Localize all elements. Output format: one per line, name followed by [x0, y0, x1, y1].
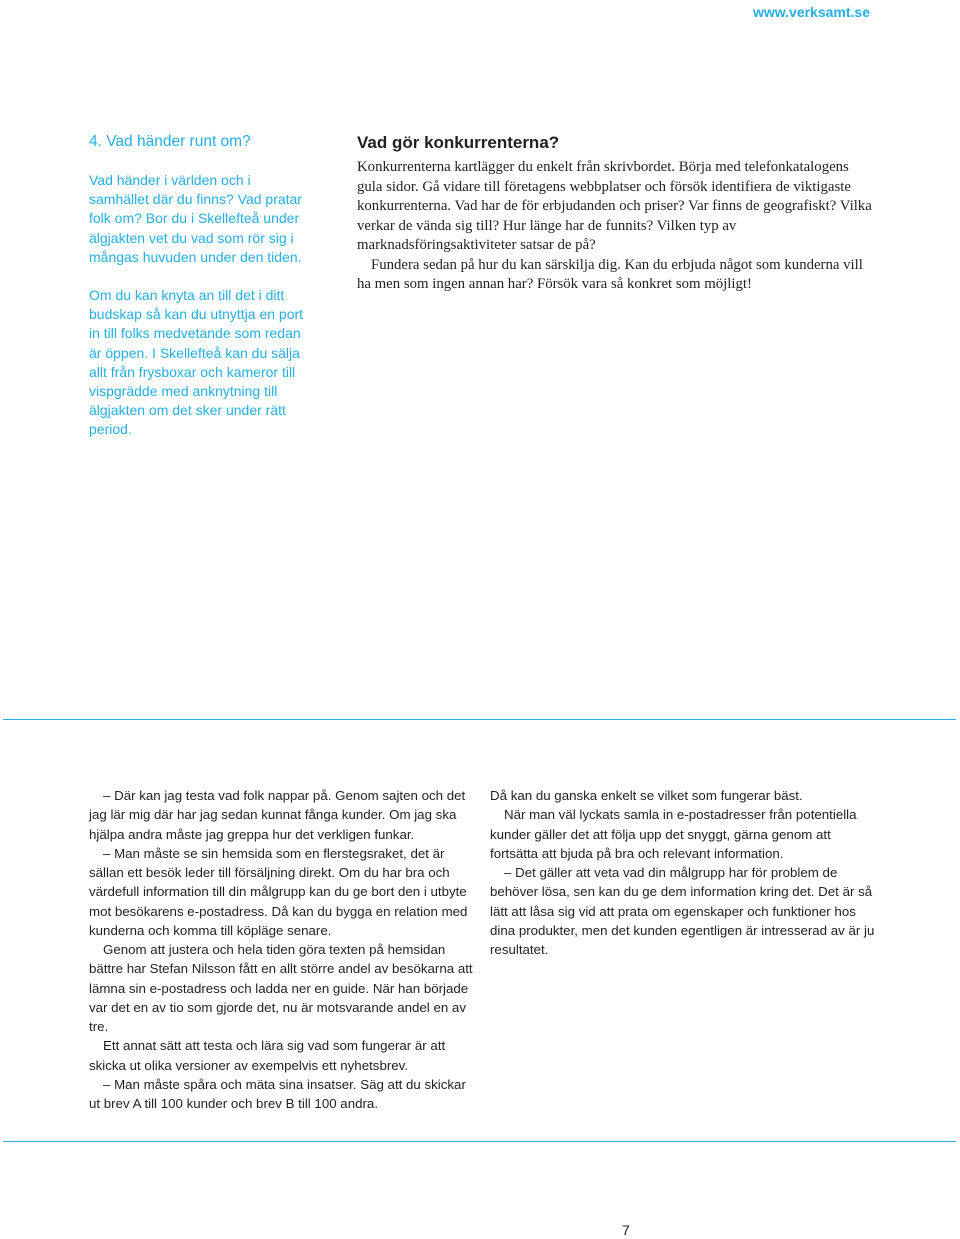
sidebar-title: 4. Vad händer runt om?	[89, 133, 251, 150]
main-paragraph: Konkurrenterna kartlägger du enkelt från skrivbordet. Börja med telefonkatalogens gula sidor. Gå vidare till företagens webbplatser och försök identifiera de viktigaste konkurrenterna. Vad har de för erbjudanden och priser? Var finns de geografiskt? Vilka verkar de vända sig till? Hur länge har de funnits? Vilken typ av marknadsföringsaktiviteter satsar de på?	[357, 159, 872, 253]
main-title: Vad gör konkurrenterna?	[357, 133, 560, 152]
interview-paragraph: Då kan du ganska enkelt se vilket som fungerar bäst.	[490, 788, 803, 803]
interview-paragraph: När man väl lyckats samla in e-postadresser från potentiella kunder gäller det att följa upp det snyggt, gärna genom att fortsätta att bjuda på bra och relevant information.	[490, 807, 857, 861]
interview-paragraph: – Man måste se sin hemsida som en flerstegsraket, det är sällan ett besök leder till försäljning direkt. Om du har bra och värdefull information till din målgrupp kan du ge bort den i utbyte mot besökarens e-postadress. Då kan du bygga en relation med kunderna och komma till köpläge senare.	[89, 845, 468, 938]
interview-paragraph: – Där kan jag testa vad folk nappar på. Genom sajten och det jag lär mig där har jag sedan kunnat fånga kunder. Om jag ska hjälpa andra måste jag greppa hur det verkligen funkar.	[89, 788, 466, 842]
interview-paragraph: – Det gäller att veta vad din målgrupp har för problem de behöver lösa, sen kan du ge dem information kring det. Det är så lätt att låsa sig vid att prata om egenskaper och funktioner hos dina produkter, men det kunden egentligen är intresserad av är ju resultatet.	[490, 865, 875, 957]
interview-paragraph: Genom att justera och hela tiden göra texten på hemsidan bättre har Stefan Nilsson fått en allt större andel av besökarna att lämna sin e-postadress och ladda ner en guide. När han började var det en av tio som gjorde det, nu är motsvarande andel en av tre.	[89, 942, 473, 1034]
interview-paragraph: Ett annat sätt att testa och lära sig vad som fungerar är att skicka ut olika versioner av exempelvis ett nyhetsbrev.	[89, 1038, 446, 1073]
interview-paragraph: – Man måste spåra och mäta sina insatser. Säg att du skickar ut brev A till 100 kunder och brev B till 100 andra.	[89, 1076, 466, 1111]
divider-top	[3, 719, 956, 720]
site-url-link[interactable]: www.verksamt.se	[753, 4, 870, 20]
divider-bottom	[3, 1141, 956, 1142]
main-section	[357, 133, 877, 295]
main-paragraph: Fundera sedan på hur du kan särskilja dig. Kan du erbjuda något som kunderna vill ha men som ingen annan har? Försök vara så konkret som möjligt!	[357, 256, 863, 292]
sidebar-box	[89, 133, 304, 459]
page-number: 7	[622, 1222, 630, 1238]
interview-column-right	[490, 786, 875, 959]
interview-column-left	[89, 786, 474, 1113]
sidebar-paragraph: Vad händer i världen och i samhället där du finns? Vad pratar folk om? Bor du i Skellefteå under älgjakten vet du vad som rör sig i mångas huvuden under den tiden.	[89, 172, 302, 265]
sidebar-paragraph: Om du kan knyta an till det i ditt budskap så kan du utnyttja en port in till folks medvetande som redan är öppen. I Skellefteå kan du sälja allt från frysboxar och kameror till vispgrädde med anknytning till älgjakten om det sker under rätt period.	[89, 287, 304, 438]
